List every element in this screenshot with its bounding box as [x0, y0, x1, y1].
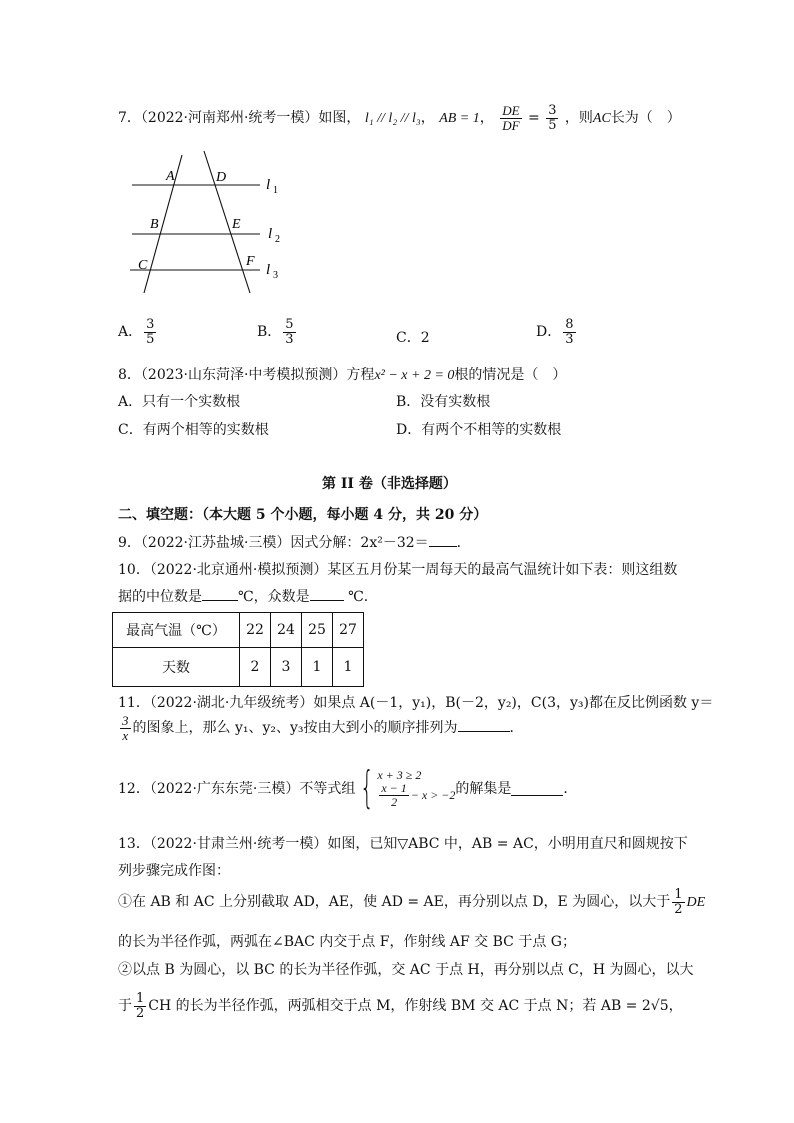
q10-line2: 据的中位数是 ℃，众数是 ℃． — [118, 586, 378, 606]
q7-suffix: ，则 — [564, 110, 593, 127]
q12-brace: { — [360, 762, 375, 813]
label-c: C — [138, 258, 148, 273]
q7-equals: = — [528, 110, 540, 127]
label-d: D — [216, 170, 227, 185]
label-f: F — [246, 254, 255, 269]
q7-frac-3-5: $\frac{3}{5}$ — [548, 103, 557, 133]
label-l1: l — [266, 177, 271, 193]
q13-step2: ②以点 B 为圆心，以 BC 的长为半径作弧，交 AC 于点 H，再分别以点 C，H 为圆心，以大 — [118, 962, 694, 978]
q11-frac: $\frac{3}{x}$ — [122, 713, 129, 743]
q13-step1-cont: 的长为半径作弧，两弧在∠BAC 内交于点 F，作射线 AF 交 BC 于点 G； — [118, 934, 576, 950]
label-l2-sub: 2 — [275, 234, 280, 245]
label-b: B — [150, 217, 159, 232]
q7-prefix: 7．（2022·河南郑州·统考一模）如图， — [118, 110, 361, 127]
q9-stem: 9．（2022·江苏盐城·三模）因式分解：2x²－32＝ ． — [118, 532, 471, 552]
q7-lines-relation: l₁ // l₂ // l₃ — [364, 111, 421, 127]
table-cell: 最高气温（℃） — [113, 613, 240, 648]
q7-figure — [120, 145, 300, 300]
q7-option-c[interactable]: C．2 — [396, 330, 430, 346]
q11-line1: 11．（2022·湖北·九年级统考）如果点 A(－1，y₁)，B(－2，y₂)，C(3，y₃)都在反比例函数 y＝ — [118, 695, 714, 711]
q12-inequality-1: x + 3 ≥ 2 — [377, 767, 422, 782]
q7-stem: 7．（2022·河南郑州·统考一模）如图， l₁ // l₂ // l₃， AB = 1， $\frac{DE}{DF}$ = $\frac{3}{5}$ ，则AC长为（ ） — [118, 103, 681, 133]
q13-line2: 列步骤完成作图： — [118, 863, 230, 879]
q12-stem: 12．（2022·广东东莞·三模）不等式组 { x + 3 ≥ 2 $\frac{x - 1}{2}$ − x > −2 的解集是 ． — [118, 762, 578, 813]
q8-stem: 8．（2023·山东菏泽·中考模拟预测）方程x² − x + 2 = 0根的情况是（ ） — [118, 367, 567, 383]
q10-mode-blank[interactable] — [310, 586, 344, 601]
table-cell: 2 — [240, 648, 271, 687]
q8-equation: x² − x + 2 = 0 — [374, 368, 455, 383]
label-l3: l — [266, 262, 271, 278]
transversal-right — [204, 151, 250, 293]
q13-line1: 13．（2022·甘肃兰州·统考一模）如图，已知▽ABC 中，AB = AC，小明用直尺和圆规按下 — [118, 836, 688, 852]
table-cell: 3 — [271, 648, 302, 687]
q13-step2-cont: 于 $\frac{1}{2}$ CH 的长为半径作弧，两弧相交于点 M，作射线 BM 交 AC 于点 N；若 AB = 2√5， — [118, 991, 683, 1021]
label-l1-sub: 1 — [273, 185, 278, 196]
q7-ac: AC — [592, 111, 611, 127]
table-cell: 24 — [271, 613, 302, 648]
table-cell: 22 — [240, 613, 271, 648]
q12-inequality-2: − x > −2 — [410, 787, 456, 802]
q12-answer-blank[interactable] — [511, 781, 563, 796]
section2-title: 二、填空题：（本大题 5 个小题，每小题 4 分，共 20 分） — [118, 507, 488, 523]
q11-answer-blank[interactable] — [458, 717, 510, 732]
q10-median-blank[interactable] — [202, 586, 238, 601]
q7-option-d[interactable]: D． $\frac{8}{3}$ — [536, 317, 574, 347]
table-cell: 27 — [333, 613, 364, 648]
label-e: E — [232, 217, 241, 232]
q8-option-d[interactable]: D．有两个不相等的实数根 — [396, 422, 562, 438]
label-l3-sub: 3 — [273, 270, 278, 281]
label-l2: l — [268, 226, 273, 242]
q13-step1: ①在 AB 和 AC 上分别截取 AD，AE，使 AD = AE，再分别以点 D，E 为圆心，以大于 $\frac{1}{2}$ DE — [118, 887, 706, 917]
part2-title: 第 II 卷（非选择题） — [322, 476, 457, 492]
q7-option-a[interactable]: A． $\frac{3}{5}$ — [118, 317, 155, 347]
q9-answer-blank[interactable] — [429, 532, 457, 547]
q10-temperature-table — [112, 612, 364, 687]
q11-line2: $\frac{3}{x}$ 的图象上，那么 y₁、y₂、y₃按由大到小的顺序排列为 ． — [122, 713, 524, 743]
q8-option-a[interactable]: A．只有一个实数根 — [118, 394, 241, 410]
q7-option-b[interactable]: B． $\frac{5}{3}$ — [257, 317, 294, 347]
table-cell: 1 — [333, 648, 364, 687]
table-cell: 1 — [302, 648, 333, 687]
table-cell: 天数 — [113, 648, 240, 687]
table-cell: 25 — [302, 613, 333, 648]
q7-frac-de-df: $\frac{DE}{DF}$ — [502, 103, 520, 133]
q8-option-c[interactable]: C．有两个相等的实数根 — [118, 422, 269, 438]
q7-tail: 长为（ ） — [610, 110, 681, 127]
q10-line1: 10．（2022·北京通州·模拟预测）某区五月份某一周每天的最高气温统计如下表：则这组数 — [118, 562, 678, 578]
q7-ab: AB = 1 — [439, 111, 480, 127]
q8-option-b[interactable]: B．没有实数根 — [396, 394, 491, 410]
table-row — [113, 613, 364, 648]
table-row — [113, 648, 364, 687]
label-a: A — [166, 169, 175, 184]
